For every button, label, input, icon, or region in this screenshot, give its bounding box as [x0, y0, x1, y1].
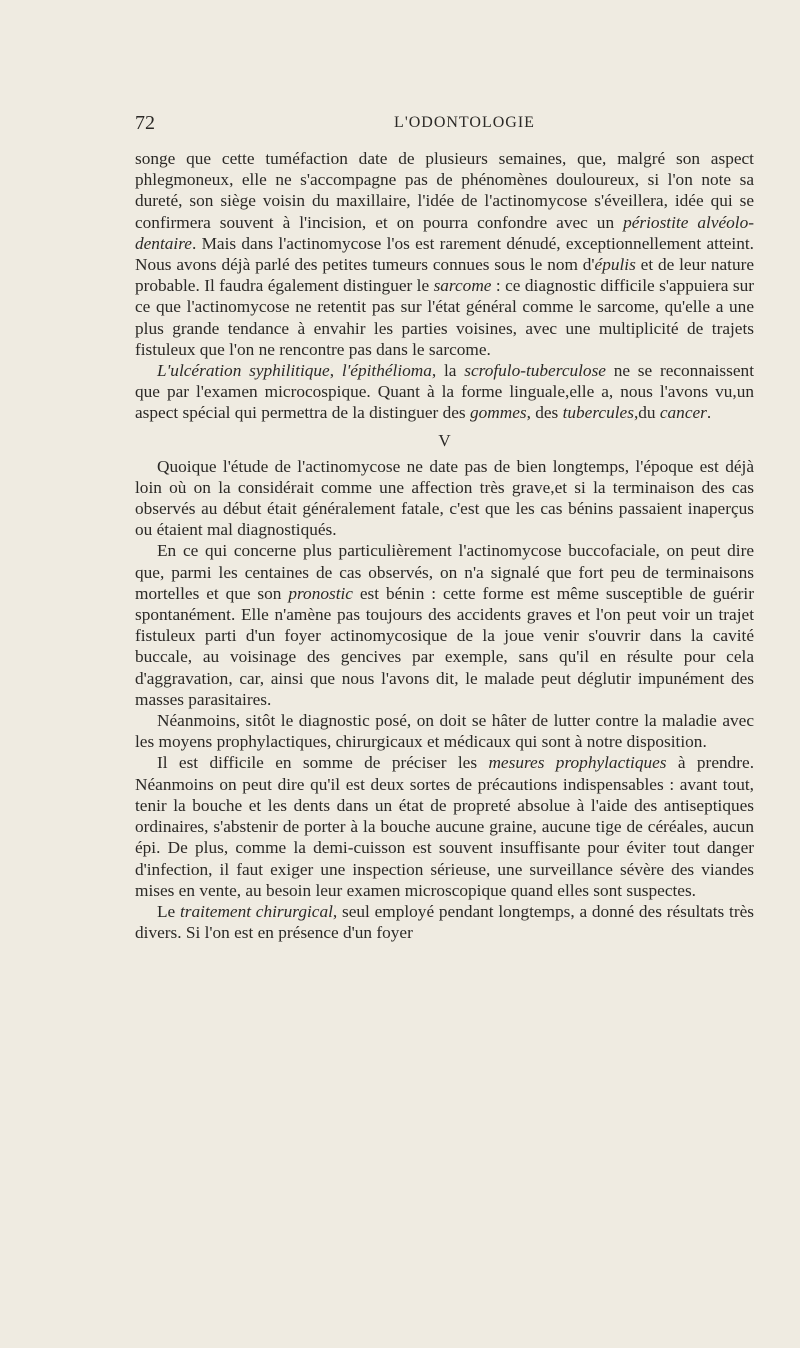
text-run: est bénin : cette forme est même susceptible de guérir spontanément. Elle n'amène pas toujours des accidents graves et l'on peut voir un trajet fistuleux parti d'un foyer actinomycosique de la joue venir s'ouvrir dans la cavité buccale, au voisinage des gencives par exemple, sans qu'il en résulte pour cela d'aggravation, car, ainsi que nous l'avons dit, le malade peut déglutir impunément des masses parasitaires. [135, 583, 754, 709]
text-run: songe que cette tuméfaction date de plusieurs semaines, que, malgré son aspect phlegmoneux, elle ne s'accompagne pas de phénomènes douloureux, si l'on note sa dureté, son siège voisin du maxillaire, l'idée de l'actinomycose s'éveillera, idée qui se confirmera souvent à l'incision, et on pourra confondre avec un [135, 149, 754, 232]
text-run: : ce diagnostic difficile s'appuiera sur ce que l'actinomycose ne retentit pas sur l'état général comme le sarcome, qu'elle a une plus grande tendance à envahir les parties voisines, avec une multiplicité de trajets fistuleux que l'on ne rencontre pas dans le sarcome. [135, 276, 754, 359]
italic-term: traitement chirurgical [180, 901, 333, 921]
text-run: . [706, 403, 712, 423]
italic-term: mesures prophylactiques [488, 753, 667, 773]
paragraph-differential-diagnosis [135, 148, 754, 360]
italic-term: périostite alvéolo-dentaire [135, 212, 754, 253]
running-header [135, 104, 754, 134]
italic-term: gommes [469, 403, 527, 423]
body-text [135, 148, 754, 943]
paragraph-prophylaxis [135, 752, 754, 900]
italic-term: pronostic [288, 583, 353, 603]
text-run: , seul employé pendant longtemps, a donné des résultats très divers. Si l'on est en présence d'un foyer [135, 901, 755, 943]
text-run: et de leur nature probable. Il faudra également distinguer le [135, 255, 755, 296]
italic-term: l'épithélioma [341, 361, 432, 381]
paragraph-prognosis [135, 540, 754, 710]
italic-term: scrofulo-tuberculose [464, 361, 606, 381]
text-run: ne se reconnaissent que par l'examen microcospique. Quant à la forme linguale,elle a, nous l'avons vu,un aspect spécial qui permettra de la distinguer des [135, 361, 754, 423]
text-run: Le [157, 901, 180, 921]
text-run: , des [526, 403, 563, 423]
text-run: , la [431, 361, 465, 381]
italic-term: épulis [594, 255, 636, 275]
paragraph-surgical-treatment [135, 901, 754, 943]
paragraph-ulceration [135, 360, 754, 424]
text-run: . Mais dans l'actinomycose l'os est rarement dénudé, exceptionnellement atteint. Nous avons déjà parlé des petites tumeurs connues sous le nom d' [135, 233, 754, 275]
italic-term: L'ulcération syphilitique [157, 361, 330, 381]
italic-term: cancer [659, 403, 707, 423]
paragraph-history: Quoique l'étude de l'actinomycose ne date pas de bien longtemps, l'époque est déjà loin où on la considérait comme une affection très grave,et si la terminaison des cas observés au début était généralement fatale, c'est que les cas bénins passaient inaperçus ou étaient mal diagnostiqués. [135, 456, 754, 540]
text-run: Il est difficile en somme de préciser les [157, 753, 489, 773]
page-number: 72 [135, 112, 155, 134]
text-run: , [329, 361, 342, 381]
italic-term: tubercules [562, 403, 634, 423]
text-run: ,du [633, 403, 660, 423]
italic-term: sarcome [433, 276, 492, 296]
section-heading-v: V [438, 430, 451, 450]
text-run: En ce qui concerne plus particulièrement l'actinomycose buccofaciale, on peut dire que, parmi les centaines de cas observés, on n'a signalé que fort peu de terminaisons mortelles et que son [135, 541, 754, 603]
running-title: L'ODONTOLOGIE [394, 114, 535, 131]
text-run: à prendre. Néanmoins on peut dire qu'il est deux sortes de précautions indispensables : avant tout, tenir la bouche et les dents dans un état de propreté absolue à l'aide des antiseptiques ordinaires, s'abstenir de porter à la bouche aucune graine, aucune tige de céréales, aucun épi. De plus, comme la demi-cuisson est souvent insuffisante pour éviter tout danger d'infection, il faut exiger une inspection sérieuse, une surveillance sévère des viandes mises en vente, au besoin leur examen microscopique quand elles sont suspectes. [135, 753, 755, 900]
paragraph-treatment-urgency: Néanmoins, sitôt le diagnostic posé, on doit se hâter de lutter contre la maladie avec les moyens prophylactiques, chirurgicaux et médicaux qui sont à notre disposition. [135, 711, 754, 752]
